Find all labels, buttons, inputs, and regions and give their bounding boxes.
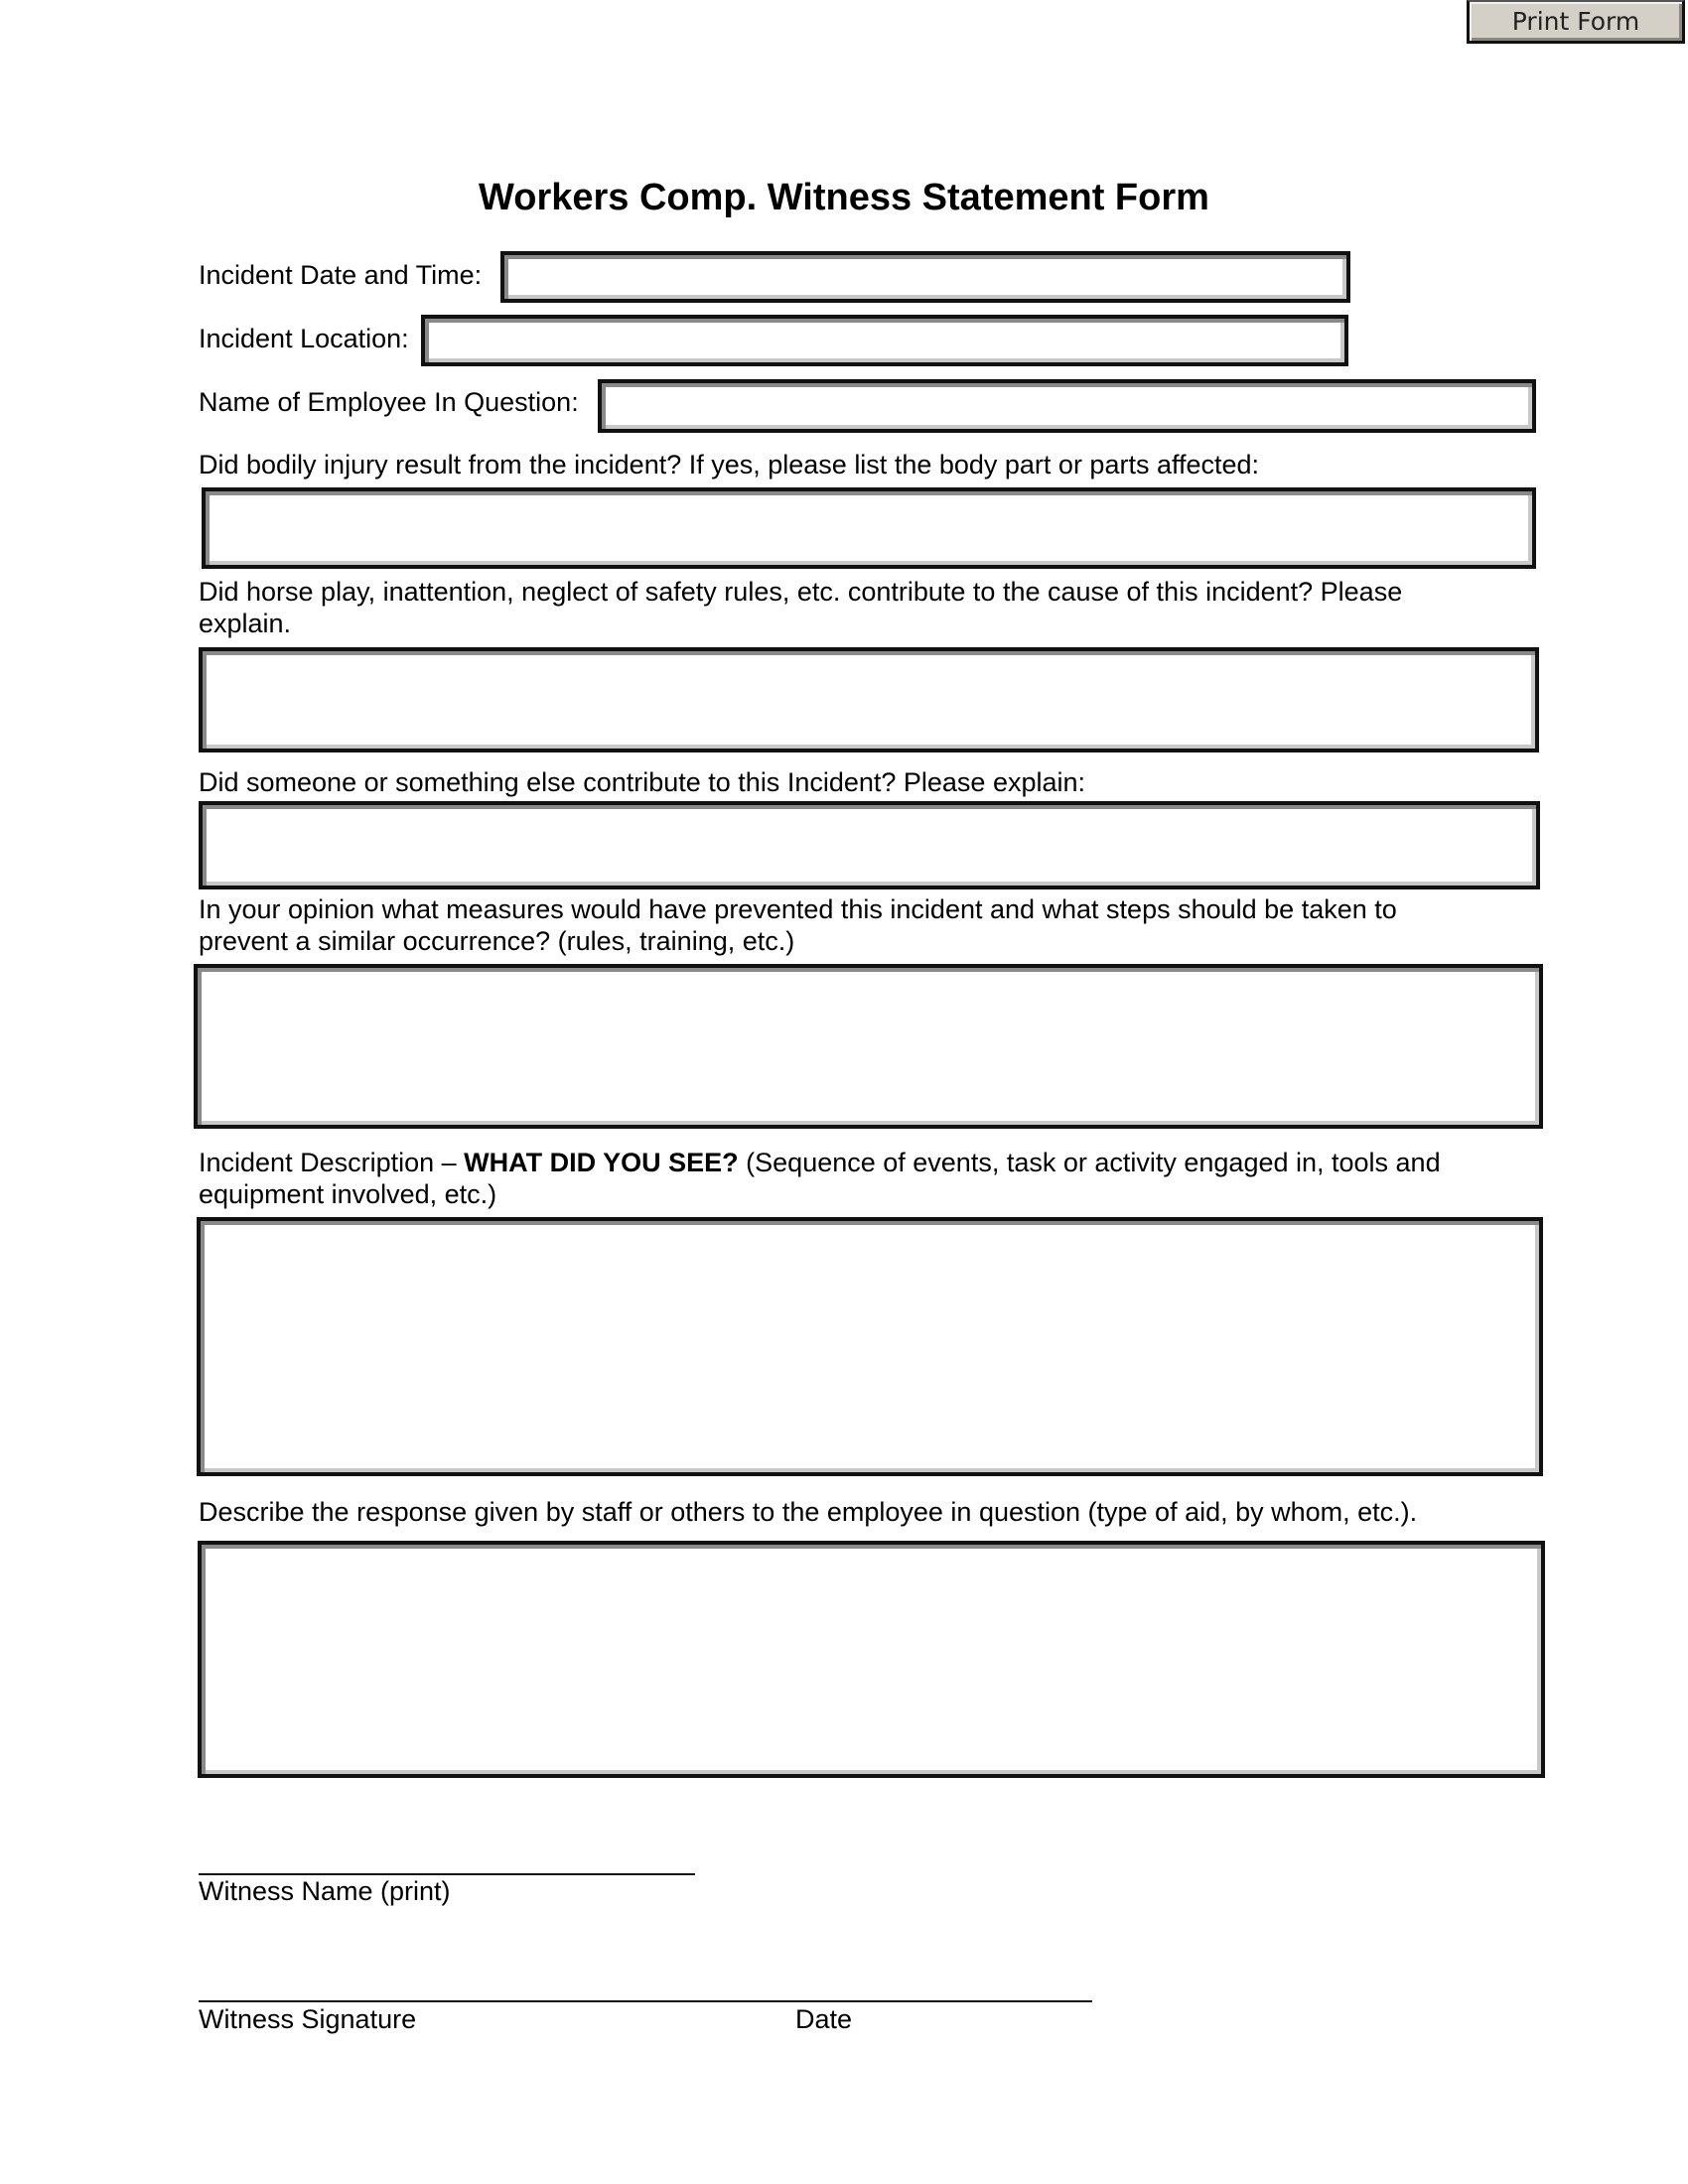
prevention-question-line2: prevent a similar occurrence? (rules, training, etc.) [199,926,795,956]
incident-description-suffix: (Sequence of events, task or activity engaged in, tools and [738,1148,1441,1177]
incident-description-question-line1 [199,1147,1441,1179]
horse-play-textarea[interactable] [199,647,1539,752]
witness-signature-date-line[interactable] [199,2000,1092,2002]
bodily-injury-textarea[interactable] [202,487,1536,569]
prevention-textarea[interactable] [194,964,1543,1129]
incident-description-question-line2: equipment involved, etc.) [199,1179,497,1209]
incident-description-textarea[interactable] [197,1217,1543,1476]
response-question: Describe the response given by staff or others to the employee in question (type of aid, by whom, etc.). [199,1497,1418,1527]
page-title: Workers Comp. Witness Statement Form [479,177,1209,218]
other-contribution-question: Did someone or something else contribute to this Incident? Please explain: [199,767,1086,797]
incident-location-input[interactable] [421,315,1348,366]
employee-name-input[interactable] [598,379,1536,433]
witness-signature-label: Witness Signature [199,2004,417,2034]
witness-name-label: Witness Name (print) [199,1876,451,1906]
incident-date-time-label: Incident Date and Time: [199,260,483,290]
employee-name-label: Name of Employee In Question: [199,387,579,417]
incident-location-label: Incident Location: [199,324,409,353]
date-label: Date [795,2004,853,2034]
other-contribution-textarea[interactable] [199,801,1540,889]
horse-play-question-line1: Did horse play, inattention, neglect of safety rules, etc. contribute to the cause of this incident? Please [199,577,1403,607]
incident-date-time-input[interactable] [500,251,1350,303]
horse-play-question-line2: explain. [199,609,292,638]
incident-description-prefix: Incident Description – [199,1148,465,1177]
response-textarea[interactable] [198,1541,1545,1778]
incident-description-emphasis: WHAT DID YOU SEE? [464,1148,739,1177]
bodily-injury-question: Did bodily injury result from the incident? If yes, please list the body part or parts affected: [199,450,1260,479]
prevention-question-line1: In your opinion what measures would have prevented this incident and what steps should be taken to [199,894,1397,924]
print-form-button[interactable]: Print Form [1467,0,1685,44]
